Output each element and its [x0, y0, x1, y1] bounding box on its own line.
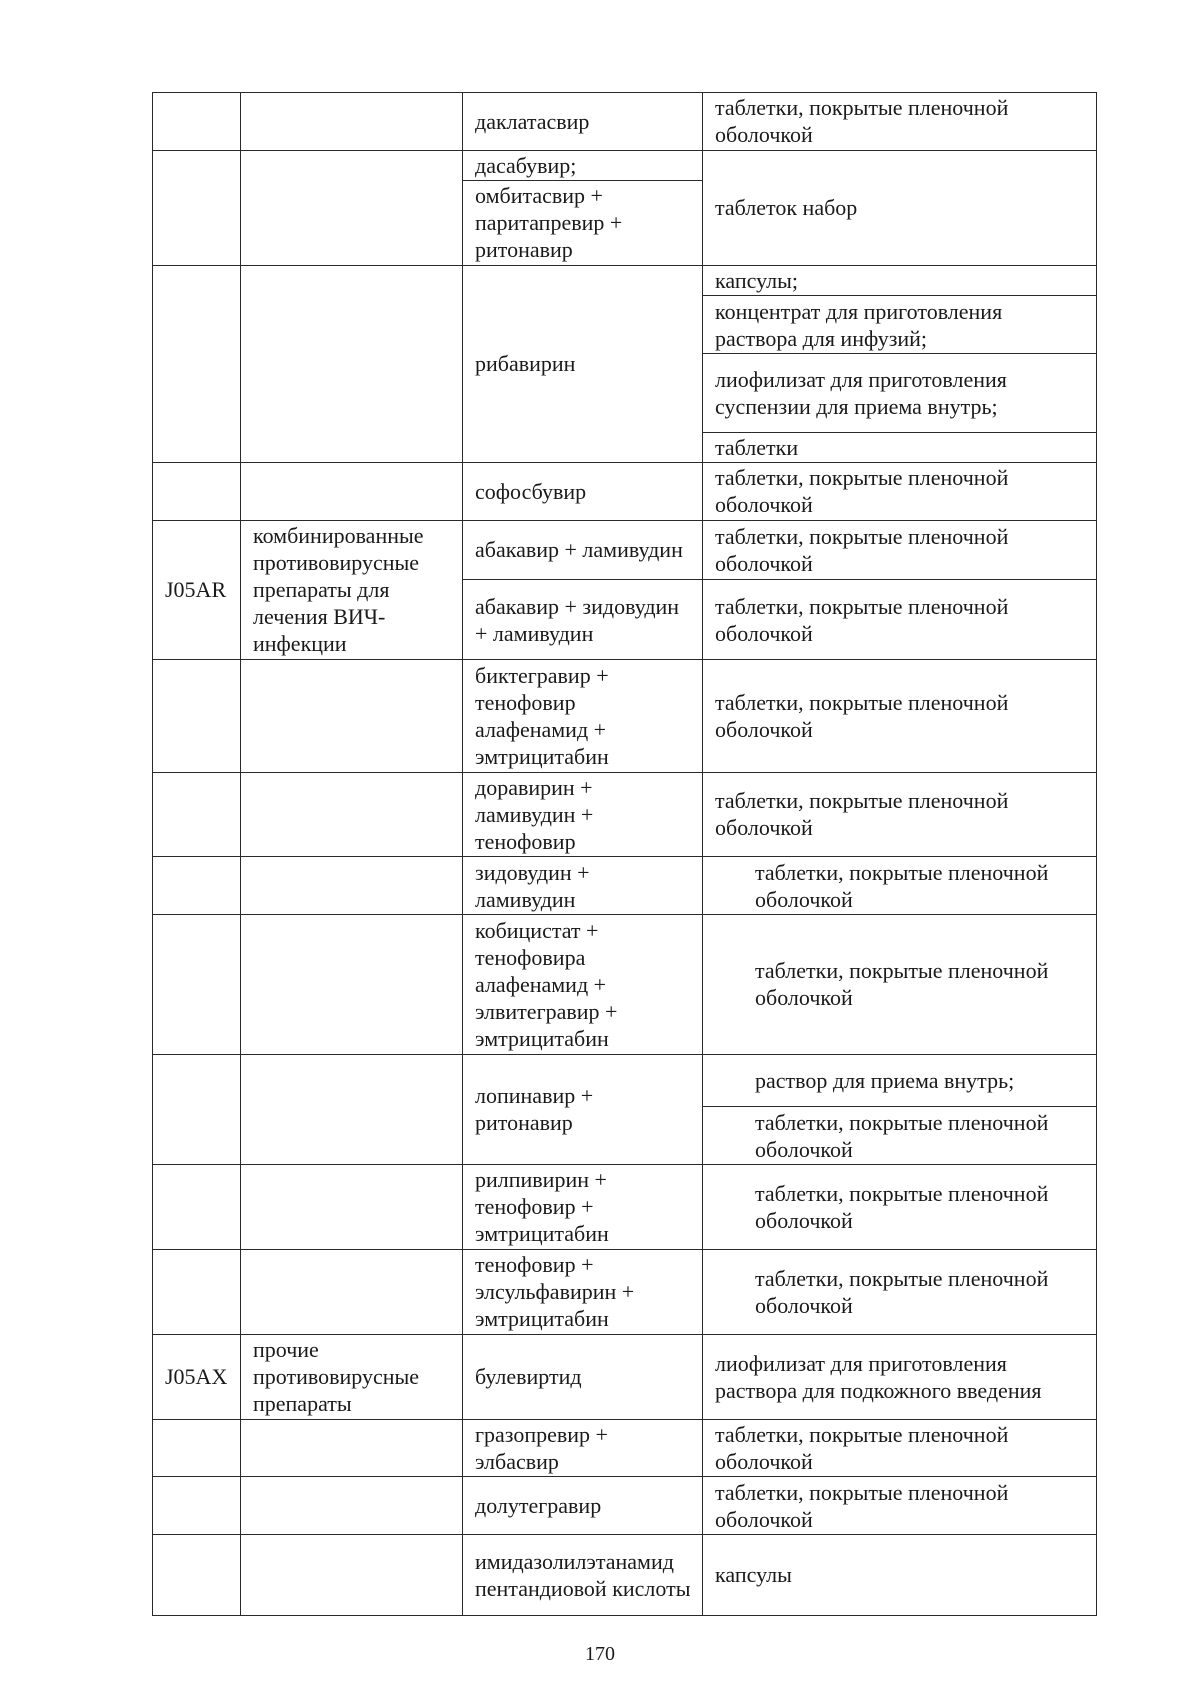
dosage-form-cell: таблетки, покрытые пленочной оболочкой: [703, 520, 1097, 579]
dosage-form-cell: таблетки, покрытые пленочной оболочкой: [703, 1249, 1097, 1334]
dosage-form-cell: таблетки, покрытые пленочной оболочкой: [703, 1107, 1097, 1165]
atc-code-cell: [153, 1054, 241, 1164]
drug-name-cell: зидовудин + ламивудин: [463, 857, 703, 915]
atc-code-cell: [153, 660, 241, 772]
table-row: [153, 660, 1097, 772]
table-row: [153, 150, 1097, 180]
atc-code-cell: [153, 265, 241, 462]
table-row: [153, 265, 1097, 295]
dosage-form-cell: таблетки, покрытые пленочной оболочкой: [703, 463, 1097, 521]
drug-table: [152, 92, 1097, 1616]
dosage-form-cell: капсулы: [703, 1534, 1097, 1615]
dosage-form-cell: капсулы;: [703, 265, 1097, 295]
atc-code-cell: [153, 857, 241, 915]
group-cell: [241, 1249, 463, 1334]
table-row: [153, 463, 1097, 521]
atc-code-cell: [153, 1249, 241, 1334]
table-row: [153, 1419, 1097, 1477]
dosage-form-cell: таблетки: [703, 432, 1097, 462]
group-cell: [241, 915, 463, 1055]
group-cell: [241, 1164, 463, 1249]
drug-name-cell: биктегравир + тенофовир алафенамид + эмтрицитабин: [463, 660, 703, 772]
dosage-form-cell: таблетки, покрытые пленочной оболочкой: [703, 857, 1097, 915]
group-cell: [241, 1477, 463, 1535]
group-cell: прочие противовирусные препараты: [241, 1334, 463, 1419]
dosage-form-cell: таблетки, покрытые пленочной оболочкой: [703, 93, 1097, 151]
table-row: [153, 1054, 1097, 1107]
drug-table-container: [152, 92, 1096, 1616]
dosage-form-cell: лиофилизат для приготовления раствора для подкожного введения: [703, 1334, 1097, 1419]
drug-name-cell: имидазолилэтанамид пентандиовой кислоты: [463, 1534, 703, 1615]
dosage-form-cell: таблетки, покрытые пленочной оболочкой: [703, 660, 1097, 772]
table-row: [153, 1249, 1097, 1334]
page-number: 170: [585, 1643, 615, 1665]
group-cell: [241, 660, 463, 772]
table-row: [153, 1534, 1097, 1615]
atc-code-cell: J05AX: [153, 1334, 241, 1419]
drug-name-cell: рилпивирин + тенофовир + эмтрицитабин: [463, 1164, 703, 1249]
drug-name-cell: доравирин + ламивудин + тенофовир: [463, 772, 703, 857]
drug-name-cell: кобицистат + тенофовира алафенамид + элвитегравир + эмтрицитабин: [463, 915, 703, 1055]
table-row: [153, 520, 1097, 579]
atc-code-cell: J05AR: [153, 520, 241, 660]
atc-code-cell: [153, 1477, 241, 1535]
drug-name-cell: тенофовир + элсульфавирин + эмтрицитабин: [463, 1249, 703, 1334]
group-cell: [241, 93, 463, 151]
dosage-form-cell: лиофилизат для приготовления суспензии для приема внутрь;: [703, 353, 1097, 432]
drug-name-cell: софосбувир: [463, 463, 703, 521]
atc-code-cell: [153, 772, 241, 857]
drug-name-cell: рибавирин: [463, 265, 703, 462]
dosage-form-cell: таблетки, покрытые пленочной оболочкой: [703, 1419, 1097, 1477]
group-cell: [241, 463, 463, 521]
dosage-form-cell: таблеток набор: [703, 150, 1097, 265]
drug-name-cell: абакавир + ламивудин: [463, 520, 703, 579]
atc-code-cell: [153, 915, 241, 1055]
group-cell: [241, 857, 463, 915]
dosage-form-cell: таблетки, покрытые пленочной оболочкой: [703, 1164, 1097, 1249]
dosage-form-cell: таблетки, покрытые пленочной оболочкой: [703, 580, 1097, 660]
drug-name-cell: даклатасвир: [463, 93, 703, 151]
atc-code-cell: [153, 1419, 241, 1477]
drug-name-cell: омбитасвир + паритапревир + ритонавир: [463, 180, 703, 265]
group-cell: [241, 265, 463, 462]
table-row: [153, 915, 1097, 1055]
table-row: [153, 1164, 1097, 1249]
drug-name-cell: булевиртид: [463, 1334, 703, 1419]
atc-code-cell: [153, 1164, 241, 1249]
atc-code-cell: [153, 463, 241, 521]
table-row: [153, 857, 1097, 915]
group-cell: [241, 772, 463, 857]
drug-name-cell: долутегравир: [463, 1477, 703, 1535]
drug-name-cell: лопинавир + ритонавир: [463, 1054, 703, 1164]
atc-code-cell: [153, 150, 241, 265]
table-row: [153, 772, 1097, 857]
atc-code-cell: [153, 93, 241, 151]
group-cell: [241, 1054, 463, 1164]
drug-name-cell: гразопревир + элбасвир: [463, 1419, 703, 1477]
table-row: [153, 1477, 1097, 1535]
dosage-form-cell: таблетки, покрытые пленочной оболочкой: [703, 1477, 1097, 1535]
group-cell: [241, 1534, 463, 1615]
dosage-form-cell: раствор для приема внутрь;: [703, 1054, 1097, 1107]
group-cell: [241, 150, 463, 265]
table-row: [153, 1334, 1097, 1419]
dosage-form-cell: таблетки, покрытые пленочной оболочкой: [703, 772, 1097, 857]
table-row: [153, 93, 1097, 151]
atc-code-cell: [153, 1534, 241, 1615]
group-cell: [241, 1419, 463, 1477]
dosage-form-cell: концентрат для приготовления раствора для инфузий;: [703, 296, 1097, 354]
drug-name-cell: дасабувир;: [463, 150, 703, 180]
group-cell: комбинированные противовирусные препараты для лечения ВИЧ-инфекции: [241, 520, 463, 660]
dosage-form-cell: таблетки, покрытые пленочной оболочкой: [703, 915, 1097, 1055]
drug-name-cell: абакавир + зидовудин + ламивудин: [463, 580, 703, 660]
